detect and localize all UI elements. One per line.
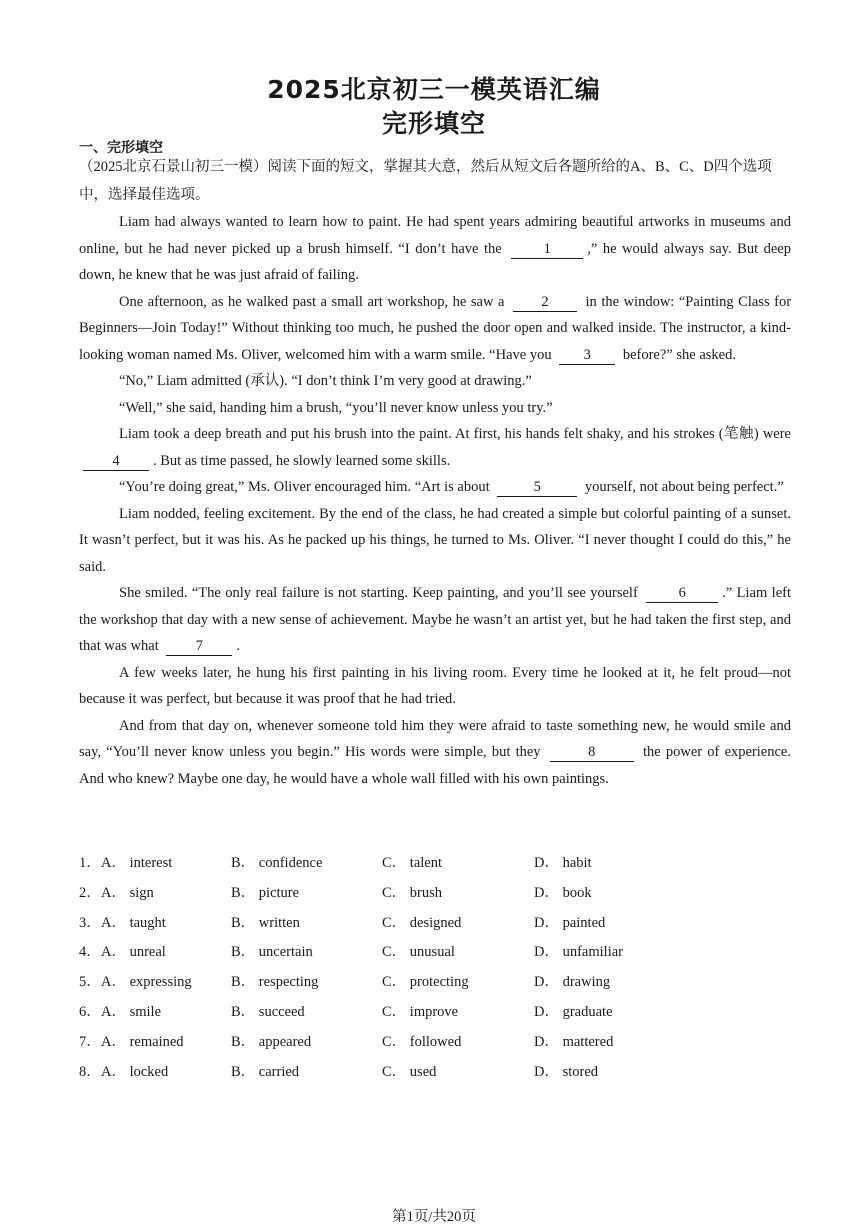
option-row [79, 970, 779, 1000]
blank: 3 [559, 346, 615, 365]
option-row [79, 881, 779, 911]
option-c: C． talent [382, 855, 443, 871]
blank: 4 [83, 452, 149, 471]
option-c: C． followed [382, 1033, 462, 1050]
paragraph: And from that day on, whenever someone told him they were afraid to taste something new, he would smile and say, “You’ll never know unless you begin.” His words were simple, but they 8 the power of experience. And who knew? Maybe one day, he would have a whole wall filled with his own paintings. [79, 717, 791, 787]
section-heading: 一、完形填空 [79, 140, 163, 156]
blank: 2 [513, 293, 577, 312]
option-b: B． appeared [231, 1033, 312, 1050]
paragraph: “You’re doing great,” Ms. Oliver encouraged him. “Art is about 5 yourself, not about being perfect.” [119, 479, 784, 495]
question-number: 6． [79, 1003, 101, 1020]
page-footer: 第1页/共20页 [392, 1209, 476, 1225]
option-b: B． respecting [231, 974, 319, 991]
option-b: B． uncertain [231, 944, 313, 961]
option-d: D． stored [534, 1063, 599, 1080]
option-row [79, 1060, 779, 1090]
question-number: 2． [79, 884, 101, 901]
page-subtitle: 完形填空 [381, 109, 486, 138]
paragraph: “Well,” she said, handing him a brush, “you’ll never know unless you try.” [119, 399, 553, 416]
paragraph: One afternoon, as he walked past a small art workshop, he saw a 2 in the window: “Painting Class for Beginners—Join Today!” Without thinking too much, he pushed the door open and walked inside. The instructor, a kind-looking woman named Ms. Oliver, welcomed him with a warm smile. “Have you 3 before?” she asked. [79, 293, 792, 363]
option-a: A． remained [101, 1033, 184, 1050]
option-c: C． designed [382, 914, 462, 931]
option-b: B． carried [231, 1063, 300, 1080]
option-b: B． succeed [231, 1003, 305, 1020]
question-number: 5． [79, 974, 101, 991]
option-c: C． protecting [382, 974, 469, 991]
paragraph: Liam had always wanted to learn how to paint. He had spent years admiring beautiful artworks in museums and online, but he had never picked up a brush himself. “I don’t have the 1 ,” he would always say. But deep down, he knew that he was just afraid of failing. [79, 214, 791, 283]
option-b: B． written [231, 914, 300, 931]
option-b: B． confidence [231, 855, 323, 871]
option-a: A． unreal [101, 944, 166, 961]
option-d: D． graduate [534, 1003, 613, 1020]
option-c: C． improve [382, 1003, 459, 1020]
option-d: D． book [534, 884, 592, 901]
blank: 6 [646, 584, 718, 603]
option-b: B． picture [231, 884, 300, 901]
passage [79, 209, 791, 792]
option-d: D． painted [534, 914, 606, 931]
paragraph: Liam nodded, feeling excitement. By the end of the class, he had created a simple but colorful painting of a sunset. It wasn’t perfect, but it was his. As he packed up his things, he turned to Ms. Oliver. “I never thought I could do this,” he said. [79, 505, 791, 575]
option-row [79, 1000, 779, 1030]
option-c: C． used [382, 1063, 437, 1080]
option-d: D． habit [534, 855, 592, 871]
option-a: A． locked [101, 1063, 169, 1080]
option-c: C． brush [382, 884, 443, 901]
blank: 5 [497, 478, 577, 497]
blank: 7 [166, 637, 232, 656]
question-number: 4． [79, 944, 101, 961]
paragraph: She smiled. “The only real failure is not starting. Keep painting, and you’ll see yourself 6 .” Liam left the workshop that day with a new sense of achievement. Maybe he wasn’t an artist yet, but he had taken the first step, and that was what 7 . [79, 585, 792, 654]
paragraph: “No,” Liam admitted (承认). “I don’t think I’m very good at drawing.” [119, 373, 532, 389]
option-row [79, 1030, 779, 1060]
option-d: D． unfamiliar [534, 944, 623, 961]
paragraph: A few weeks later, he hung his first painting in his living room. Every time he looked at it, he felt proud—not because it was perfect, but because it was proof that he had tried. [79, 664, 791, 707]
page-title: 2025北京初三一模英语汇编 [267, 75, 601, 104]
option-a: A． smile [101, 1003, 162, 1020]
question-number: 8． [79, 1063, 101, 1080]
instructions: （2025北京石景山初三一模）阅读下面的短文，掌握其大意，然后从短文后各题所给的A、B、C、D四个选项中，选择最佳选项。 [79, 159, 772, 203]
option-row [79, 851, 779, 881]
option-a: A． taught [101, 914, 166, 931]
blank: 1 [511, 240, 583, 259]
option-d: D． mattered [534, 1033, 614, 1050]
question-number: 7． [79, 1033, 101, 1050]
question-number: 1． [79, 855, 101, 871]
option-row [79, 940, 779, 970]
option-d: D． drawing [534, 974, 611, 991]
blank: 8 [550, 743, 634, 762]
option-a: A． sign [101, 884, 154, 901]
option-row [79, 911, 779, 941]
paragraph: Liam took a deep breath and put his brush into the paint. At first, his hands felt shaky, and his strokes (笔触) were 4 . But as time passed, he slowly learned some skills. [79, 421, 791, 474]
question-number: 3． [79, 914, 101, 931]
option-a: A． interest [101, 855, 173, 871]
option-a: A． expressing [101, 974, 192, 991]
option-c: C． unusual [382, 944, 455, 961]
answer-options [79, 851, 779, 1089]
